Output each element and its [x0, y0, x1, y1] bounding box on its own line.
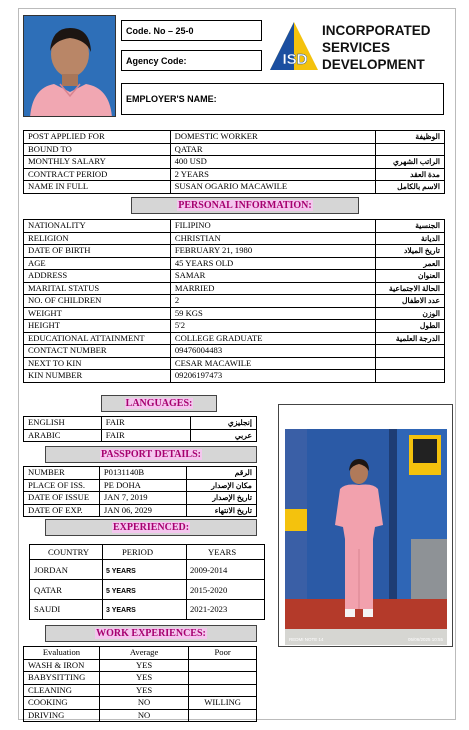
experience-table	[29, 544, 265, 620]
work-row-label: BABYSITTING	[24, 672, 100, 685]
company-name-line3: DEVELOPMENT	[322, 57, 425, 72]
company-name	[322, 22, 431, 73]
passport-row-label: NUMBER	[24, 467, 100, 480]
personal-info-title-text: PERSONAL INFORMATION:	[178, 200, 312, 211]
personal-row	[24, 257, 445, 270]
passport-title	[45, 446, 257, 463]
personal-row-value: 2	[170, 295, 375, 308]
agency-code-label: Agency Code:	[126, 55, 187, 66]
passport-row	[24, 467, 257, 480]
personal-row-arabic: العمر	[376, 257, 445, 270]
job-row-value: 2 YEARS	[170, 168, 375, 181]
personal-row	[24, 370, 445, 383]
experienced-title-text: EXPERIENCED:	[112, 522, 190, 533]
passport-row-value: JAN 06, 2029	[99, 504, 186, 517]
experience-period: 3 YEARS	[106, 607, 136, 614]
experience-period: 5 YEARS	[106, 568, 136, 575]
personal-row-arabic: الديانة	[376, 232, 445, 245]
personal-row-label: KIN NUMBER	[24, 370, 171, 383]
languages-table	[23, 416, 257, 442]
personal-row	[24, 357, 445, 370]
personal-row-arabic: الوزن	[376, 307, 445, 320]
languages-title	[101, 395, 217, 412]
personal-row-value: FEBRUARY 21, 1980	[170, 245, 375, 258]
experience-header-years: YEARS	[208, 547, 237, 557]
passport-row-value: P0131140B	[99, 467, 186, 480]
experience-period: 5 YEARS	[106, 588, 136, 595]
job-row-arabic: الوظيفة	[376, 131, 445, 144]
language-row-value: FAIR	[101, 417, 191, 430]
work-row	[24, 697, 257, 710]
personal-row-arabic: عدد الاطفال	[376, 295, 445, 308]
work-header-poor: Poor	[189, 647, 257, 660]
personal-info-title	[131, 197, 359, 214]
work-header-average: Average	[99, 647, 188, 660]
languages-title-text: LANGUAGES:	[125, 398, 193, 409]
personal-row-arabic	[376, 345, 445, 358]
photo-caption-left: REDMI NOTE 14	[289, 637, 324, 642]
personal-row-value: FILIPINO	[170, 220, 375, 233]
experienced-title	[45, 519, 257, 536]
personal-row-label: ADDRESS	[24, 270, 171, 283]
work-row-label: CLEANING	[24, 684, 100, 697]
experience-years: 2009-2014	[190, 565, 228, 575]
job-row-arabic: الاسم بالكامل	[376, 181, 445, 194]
job-row-value: 400 USD	[170, 156, 375, 169]
company-name-line2: SERVICES	[322, 40, 391, 55]
language-row	[24, 429, 257, 442]
personal-row-value: MARRIED	[170, 282, 375, 295]
personal-row-label: EDUCATIONAL ATTAINMENT	[24, 332, 171, 345]
experience-country: QATAR	[34, 585, 62, 595]
personal-row-value: COLLEGE GRADUATE	[170, 332, 375, 345]
code-number-box	[121, 20, 262, 41]
language-row	[24, 417, 257, 430]
job-row	[24, 168, 445, 181]
passport-row-value: PE DOHA	[99, 479, 186, 492]
passport-row-label: DATE OF ISSUE	[24, 492, 100, 505]
experience-years: 2015-2020	[190, 585, 228, 595]
job-row	[24, 181, 445, 194]
personal-row-value: 5'2	[170, 320, 375, 333]
photo-caption-right: 05/06/2025 10:55	[407, 637, 443, 642]
employer-name-label: EMPLOYER'S NAME:	[126, 94, 217, 104]
isd-logo-icon	[268, 20, 320, 74]
passport-row-arabic: تاريخ الانتهاء	[187, 504, 257, 517]
work-header-evaluation: Evaluation	[24, 647, 100, 660]
code-number-label: Code. No – 25-0	[126, 25, 194, 36]
personal-row	[24, 295, 445, 308]
personal-row	[24, 282, 445, 295]
work-experiences-title	[45, 625, 257, 642]
personal-row-arabic: الطول	[376, 320, 445, 333]
personal-row-label: HEIGHT	[24, 320, 171, 333]
job-row-arabic: الراتب الشهري	[376, 156, 445, 169]
personal-row-value: 59 KGS	[170, 307, 375, 320]
work-row-poor	[189, 672, 257, 685]
job-row	[24, 143, 445, 156]
personal-row-value: SAMAR	[170, 270, 375, 283]
personal-row-label: NEXT TO KIN	[24, 357, 171, 370]
personal-info-table	[23, 219, 445, 383]
personal-row-arabic	[376, 357, 445, 370]
work-row	[24, 659, 257, 672]
employer-name-box	[121, 83, 444, 115]
work-experiences-title-text: WORK EXPERIENCES:	[96, 628, 206, 639]
work-row-poor	[189, 659, 257, 672]
personal-row	[24, 245, 445, 258]
applicant-headshot	[23, 15, 116, 117]
personal-row-value: 45 YEARS OLD	[170, 257, 375, 270]
personal-row	[24, 307, 445, 320]
experience-country: SAUDI	[34, 604, 61, 614]
logo-initials: ISD	[282, 51, 308, 68]
passport-row-arabic: الرقم	[187, 467, 257, 480]
experience-header-country: COUNTRY	[48, 547, 90, 557]
personal-row-value: CESAR MACAWILE	[170, 357, 375, 370]
agency-code-box	[121, 50, 262, 71]
personal-row-arabic: الدرجة العلمية	[376, 332, 445, 345]
full-body-photo	[285, 429, 447, 645]
passport-table	[23, 466, 257, 517]
work-row	[24, 684, 257, 697]
personal-row	[24, 345, 445, 358]
personal-row-arabic: الحالة الاجتماعية	[376, 282, 445, 295]
personal-row	[24, 220, 445, 233]
work-row-label: WASH & IRON	[24, 659, 100, 672]
job-row	[24, 131, 445, 144]
language-row-arabic: إنجليزي	[191, 417, 257, 430]
passport-row	[24, 492, 257, 505]
language-row-arabic: عربي	[191, 429, 257, 442]
job-row-arabic	[376, 143, 445, 156]
job-row	[24, 156, 445, 169]
personal-row-value: 09206197473	[170, 370, 375, 383]
language-row-label: ENGLISH	[24, 417, 102, 430]
experience-header-period: PERIOD	[122, 547, 154, 557]
company-name-line1: INCORPORATED	[322, 23, 431, 38]
passport-row-label: PLACE OF ISS.	[24, 479, 100, 492]
work-row-average: YES	[99, 672, 188, 685]
passport-row-value: JAN 7, 2019	[99, 492, 186, 505]
work-row-average: NO	[99, 697, 188, 710]
personal-row-value: CHRISTIAN	[170, 232, 375, 245]
experience-years: 2021-2023	[190, 604, 228, 614]
personal-row	[24, 270, 445, 283]
work-row-average: YES	[99, 659, 188, 672]
job-row-label: NAME IN FULL	[24, 181, 171, 194]
passport-title-text: PASSPORT DETAILS:	[101, 449, 201, 460]
personal-row-arabic: العنوان	[376, 270, 445, 283]
personal-row	[24, 232, 445, 245]
passport-row	[24, 479, 257, 492]
personal-row-arabic: الجنسية	[376, 220, 445, 233]
personal-row-label: AGE	[24, 257, 171, 270]
job-row-arabic: مدة العقد	[376, 168, 445, 181]
language-row-label: ARABIC	[24, 429, 102, 442]
personal-row	[24, 320, 445, 333]
personal-row-arabic	[376, 370, 445, 383]
work-row-poor	[189, 709, 257, 722]
personal-row-label: NO. OF CHILDREN	[24, 295, 171, 308]
personal-row-label: DATE OF BIRTH	[24, 245, 171, 258]
language-row-value: FAIR	[101, 429, 191, 442]
job-row-label: MONTHLY SALARY	[24, 156, 171, 169]
work-row-average: NO	[99, 709, 188, 722]
job-row-value: SUSAN OGARIO MACAWILE	[170, 181, 375, 194]
passport-row	[24, 504, 257, 517]
work-experiences-table	[23, 646, 257, 722]
work-row-label: COOKING	[24, 697, 100, 710]
work-row-poor	[189, 684, 257, 697]
work-row	[24, 709, 257, 722]
experience-country: JORDAN	[34, 565, 68, 575]
personal-row-value: 09476004483	[170, 345, 375, 358]
passport-row-label: DATE OF EXP.	[24, 504, 100, 517]
work-row-average: YES	[99, 684, 188, 697]
work-row-poor: WILLING	[189, 697, 257, 710]
job-row-value: DOMESTIC WORKER	[170, 131, 375, 144]
full-body-photo-frame	[278, 404, 453, 647]
personal-row-label: WEIGHT	[24, 307, 171, 320]
passport-row-arabic: تاريخ الإصدار	[187, 492, 257, 505]
headshot-image	[24, 16, 116, 117]
passport-row-arabic: مكان الإصدار	[187, 479, 257, 492]
personal-row-label: MARITAL STATUS	[24, 282, 171, 295]
job-row-label: POST APPLIED FOR	[24, 131, 171, 144]
personal-row-label: CONTACT NUMBER	[24, 345, 171, 358]
personal-row	[24, 332, 445, 345]
job-row-label: BOUND TO	[24, 143, 171, 156]
personal-row-label: NATIONALITY	[24, 220, 171, 233]
job-row-label: CONTRACT PERIOD	[24, 168, 171, 181]
job-row-value: QATAR	[170, 143, 375, 156]
work-row	[24, 672, 257, 685]
work-row-label: DRIVING	[24, 709, 100, 722]
job-table	[23, 130, 445, 194]
personal-row-label: RELIGION	[24, 232, 171, 245]
personal-row-arabic: تاريخ الميلاد	[376, 245, 445, 258]
